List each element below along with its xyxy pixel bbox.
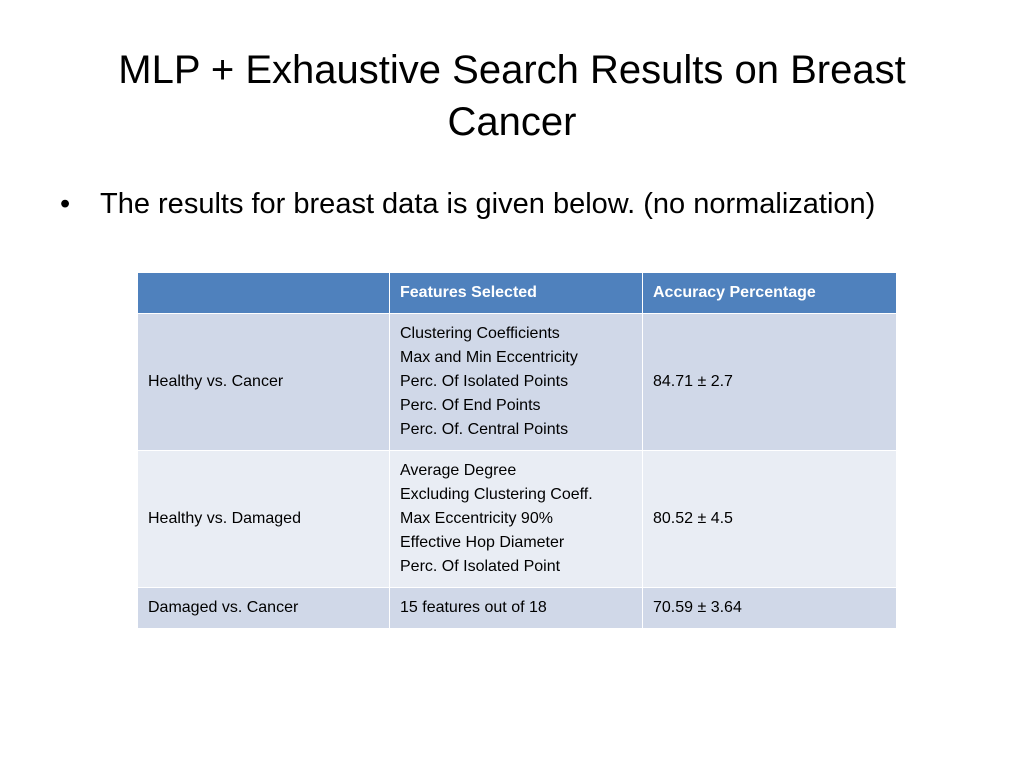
feature-item: Perc. Of End Points xyxy=(400,397,541,414)
bullet-text: The results for breast data is given below. (no normalization) xyxy=(100,188,876,220)
header-accuracy: Accuracy Percentage xyxy=(643,273,897,314)
feature-item: Perc. Of. Central Points xyxy=(400,421,569,438)
comparison-cell: Healthy vs. Cancer xyxy=(138,314,390,451)
feature-item: 15 features out of 18 xyxy=(400,599,547,616)
feature-item: Effective Hop Diameter xyxy=(400,534,565,551)
feature-item: Max and Min Eccentricity xyxy=(400,349,578,366)
feature-item: Max Eccentricity 90% xyxy=(400,510,553,527)
features-cell xyxy=(390,314,643,451)
table-row xyxy=(138,451,897,588)
header-features: Features Selected xyxy=(390,273,643,314)
results-table xyxy=(137,272,897,629)
table-header-row xyxy=(138,273,897,314)
accuracy-cell: 84.71 ± 2.7 xyxy=(643,314,897,451)
features-cell xyxy=(390,451,643,588)
bullet-item xyxy=(60,186,980,222)
table-row xyxy=(138,588,897,629)
slide-title: MLP + Exhaustive Search Results on Breast Cancer xyxy=(118,48,906,144)
feature-item: Perc. Of Isolated Point xyxy=(400,558,561,575)
header-comparison xyxy=(138,273,390,314)
comparison-cell: Healthy vs. Damaged xyxy=(138,451,390,588)
feature-item: Excluding Clustering Coeff. xyxy=(400,486,593,503)
features-cell xyxy=(390,588,643,629)
feature-item: Perc. Of Isolated Points xyxy=(400,373,569,390)
accuracy-cell: 80.52 ± 4.5 xyxy=(643,451,897,588)
bullet-icon: • xyxy=(60,188,71,220)
accuracy-cell: 70.59 ± 3.64 xyxy=(643,588,897,629)
feature-item: Average Degree xyxy=(400,462,517,479)
feature-item: Clustering Coefficients xyxy=(400,325,560,342)
comparison-cell: Damaged vs. Cancer xyxy=(138,588,390,629)
table-row xyxy=(138,314,897,451)
